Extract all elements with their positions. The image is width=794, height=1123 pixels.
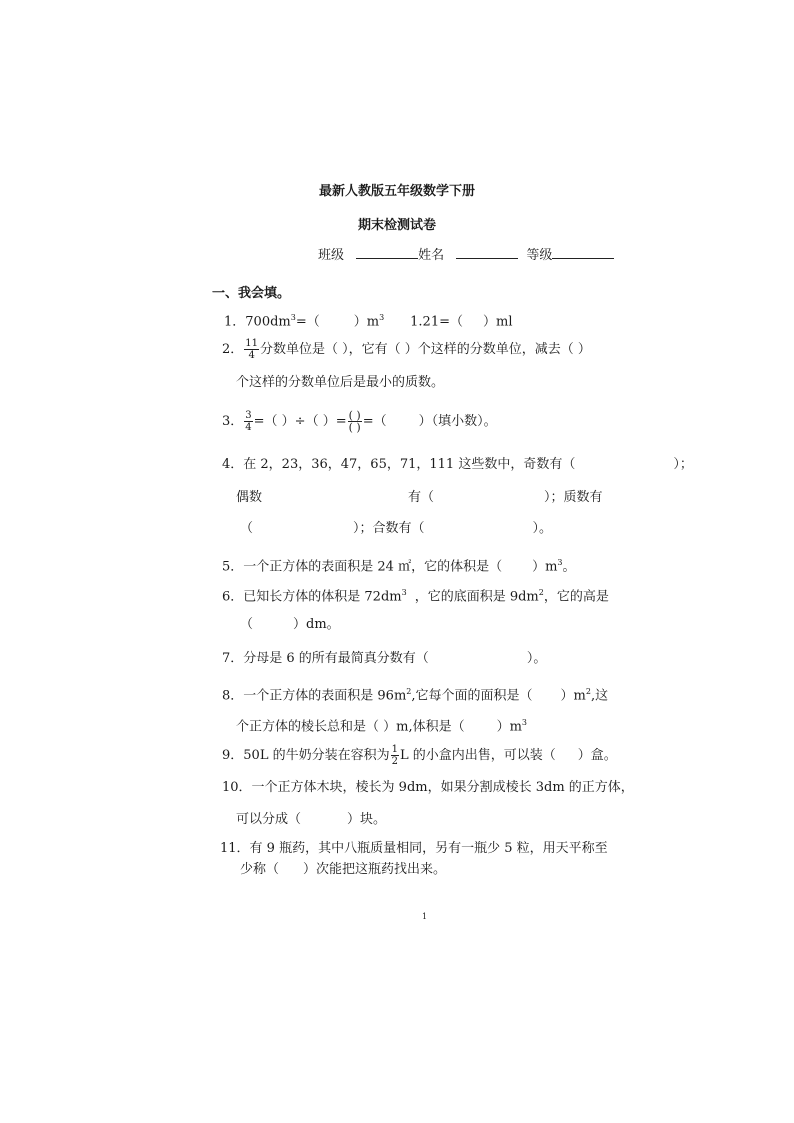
question-2-cont: 个这样的分数单位后是最小的质数。	[236, 375, 445, 390]
q8-sup-3: 3	[521, 718, 528, 727]
q8-text-d: ,这	[590, 688, 609, 704]
q8-text-a: 8．一个正方体的表面积是 96m	[222, 688, 407, 704]
question-6	[222, 585, 609, 605]
q5-text-c: 。	[562, 559, 576, 575]
q1-text-b: =（	[295, 314, 320, 330]
question-8-cont	[236, 715, 527, 735]
q3-frac-num: 3	[245, 410, 252, 421]
q10-text-b: 可以分成（	[236, 812, 302, 827]
name-label: 姓名	[418, 248, 445, 263]
question-8	[222, 684, 608, 704]
question-10-cont	[236, 812, 386, 828]
question-4-line-3	[240, 521, 552, 537]
q3-frac-den: 4	[245, 422, 252, 433]
page-number: 1	[422, 912, 428, 921]
q9-fraction	[391, 744, 399, 767]
student-info-line	[318, 244, 614, 263]
q3-frac2-den: ( )	[348, 421, 361, 434]
class-label: 班级	[318, 248, 345, 263]
q11-text-b: 少称（	[240, 862, 280, 877]
q4-text-b1: 偶数	[236, 490, 263, 505]
q1-text-c: ）m	[353, 314, 380, 330]
grade-blank	[552, 246, 614, 259]
q4-text-c2: ）；合数有（	[353, 521, 425, 536]
name-blank	[456, 246, 518, 259]
question-10: 10．一个正方体木块，棱长为 9dm，如果分割成棱长 3dm 的正方体，	[222, 780, 634, 795]
question-5	[222, 555, 576, 575]
q6-text-a: 6．已知长方体的体积是 72dm	[222, 589, 402, 605]
q2-number: 2．	[222, 342, 244, 357]
q9-text-a: 9．50L 的牛奶分装在容积为	[222, 748, 390, 763]
q10-text-c: ）块。	[347, 812, 387, 827]
q8-text-f: ）m	[496, 719, 522, 735]
q9-frac-num: 1	[391, 744, 398, 755]
q3-text-c: ）（填小数）。	[418, 414, 497, 429]
q4-text-c3: ）。	[532, 521, 553, 536]
question-4	[222, 457, 693, 473]
q3-blank-fraction	[348, 410, 362, 433]
q3-fraction	[244, 410, 252, 433]
q9-frac-den: 2	[391, 756, 398, 767]
q1-text-e: ）ml	[483, 314, 513, 330]
q3-number: 3．	[222, 414, 244, 429]
q2-frac-num: 11	[245, 338, 259, 349]
q3-text-a: =（ ）÷（ ）=	[253, 414, 347, 429]
q2-fraction	[244, 338, 259, 361]
question-2	[222, 338, 591, 361]
q3-text-b: =（	[362, 414, 387, 429]
q1-text-a: 1．700dm	[224, 314, 291, 330]
question-7	[222, 651, 546, 667]
exam-title: 最新人教版五年级数学下册	[318, 184, 475, 199]
question-4-line-2	[236, 490, 603, 506]
q1-text-d: 1.21=（	[410, 314, 463, 330]
q5-text-a: 5．一个正方体的表面积是 24 ㎡，它的体积是（	[222, 559, 503, 575]
q5-sup: 3	[557, 558, 563, 567]
q6-text-d1: （	[240, 617, 254, 632]
grade-label: 等级	[526, 248, 553, 263]
q5-text-b: ）m	[532, 559, 558, 575]
q8-text-b: ,它每个面的面积是（	[411, 688, 533, 704]
q4-text-a-end: ）；	[673, 457, 693, 472]
question-1	[224, 310, 513, 330]
q8-sup-1: 2	[406, 687, 412, 696]
q1-sup-2: 3	[379, 313, 385, 322]
question-11-cont	[240, 862, 446, 878]
q3-frac2-num: ( )	[348, 409, 361, 422]
q6-sup-1: 3	[401, 588, 407, 597]
q4-text-b3: ）；质数有	[544, 490, 603, 505]
q2-text-a: 分数单位是（ ），它有（ ）个这样的分数单位，减去（ ）	[260, 342, 591, 357]
question-3	[222, 410, 497, 433]
q6-text-d2: ）dm。	[293, 617, 340, 632]
q4-text-a: 4．在 2，23，36，47，65，71，111 这些数中，奇数有（	[222, 457, 576, 472]
q7-text-a: 7．分母是 6 的所有最简真分数有（	[222, 651, 429, 666]
q11-text-c: ）次能把这瓶药找出来。	[303, 862, 447, 877]
q8-sup-2: 2	[585, 687, 591, 696]
q8-text-e: 个正方体的棱长总和是（ ）m,体积是（	[236, 719, 465, 735]
q9-text-c: ）盒。	[577, 748, 617, 763]
exam-subtitle: 期末检测试卷	[357, 218, 436, 233]
q6-text-b: ，它的底面积是 9dm	[414, 589, 539, 605]
class-blank	[356, 246, 418, 259]
question-6-cont	[240, 617, 340, 633]
q4-text-c1: （	[240, 521, 254, 536]
q6-sup-2: 2	[538, 588, 544, 597]
section-heading: 一、我会填。	[212, 286, 291, 301]
q2-frac-den: 4	[248, 350, 255, 361]
q1-sup-1: 3	[290, 313, 296, 322]
q9-text-b: L 的小盒内出售，可以装（	[399, 748, 556, 763]
q4-text-b2: 有（	[408, 490, 435, 505]
q6-text-c: ，它的高是	[543, 589, 609, 605]
question-11: 11．有 9 瓶药，其中八瓶质量相同，另有一瓶少 5 粒，用天平称至	[220, 841, 608, 856]
question-9	[222, 744, 617, 767]
q8-text-c: ）m	[560, 688, 586, 704]
q7-text-b: ）。	[526, 651, 547, 666]
